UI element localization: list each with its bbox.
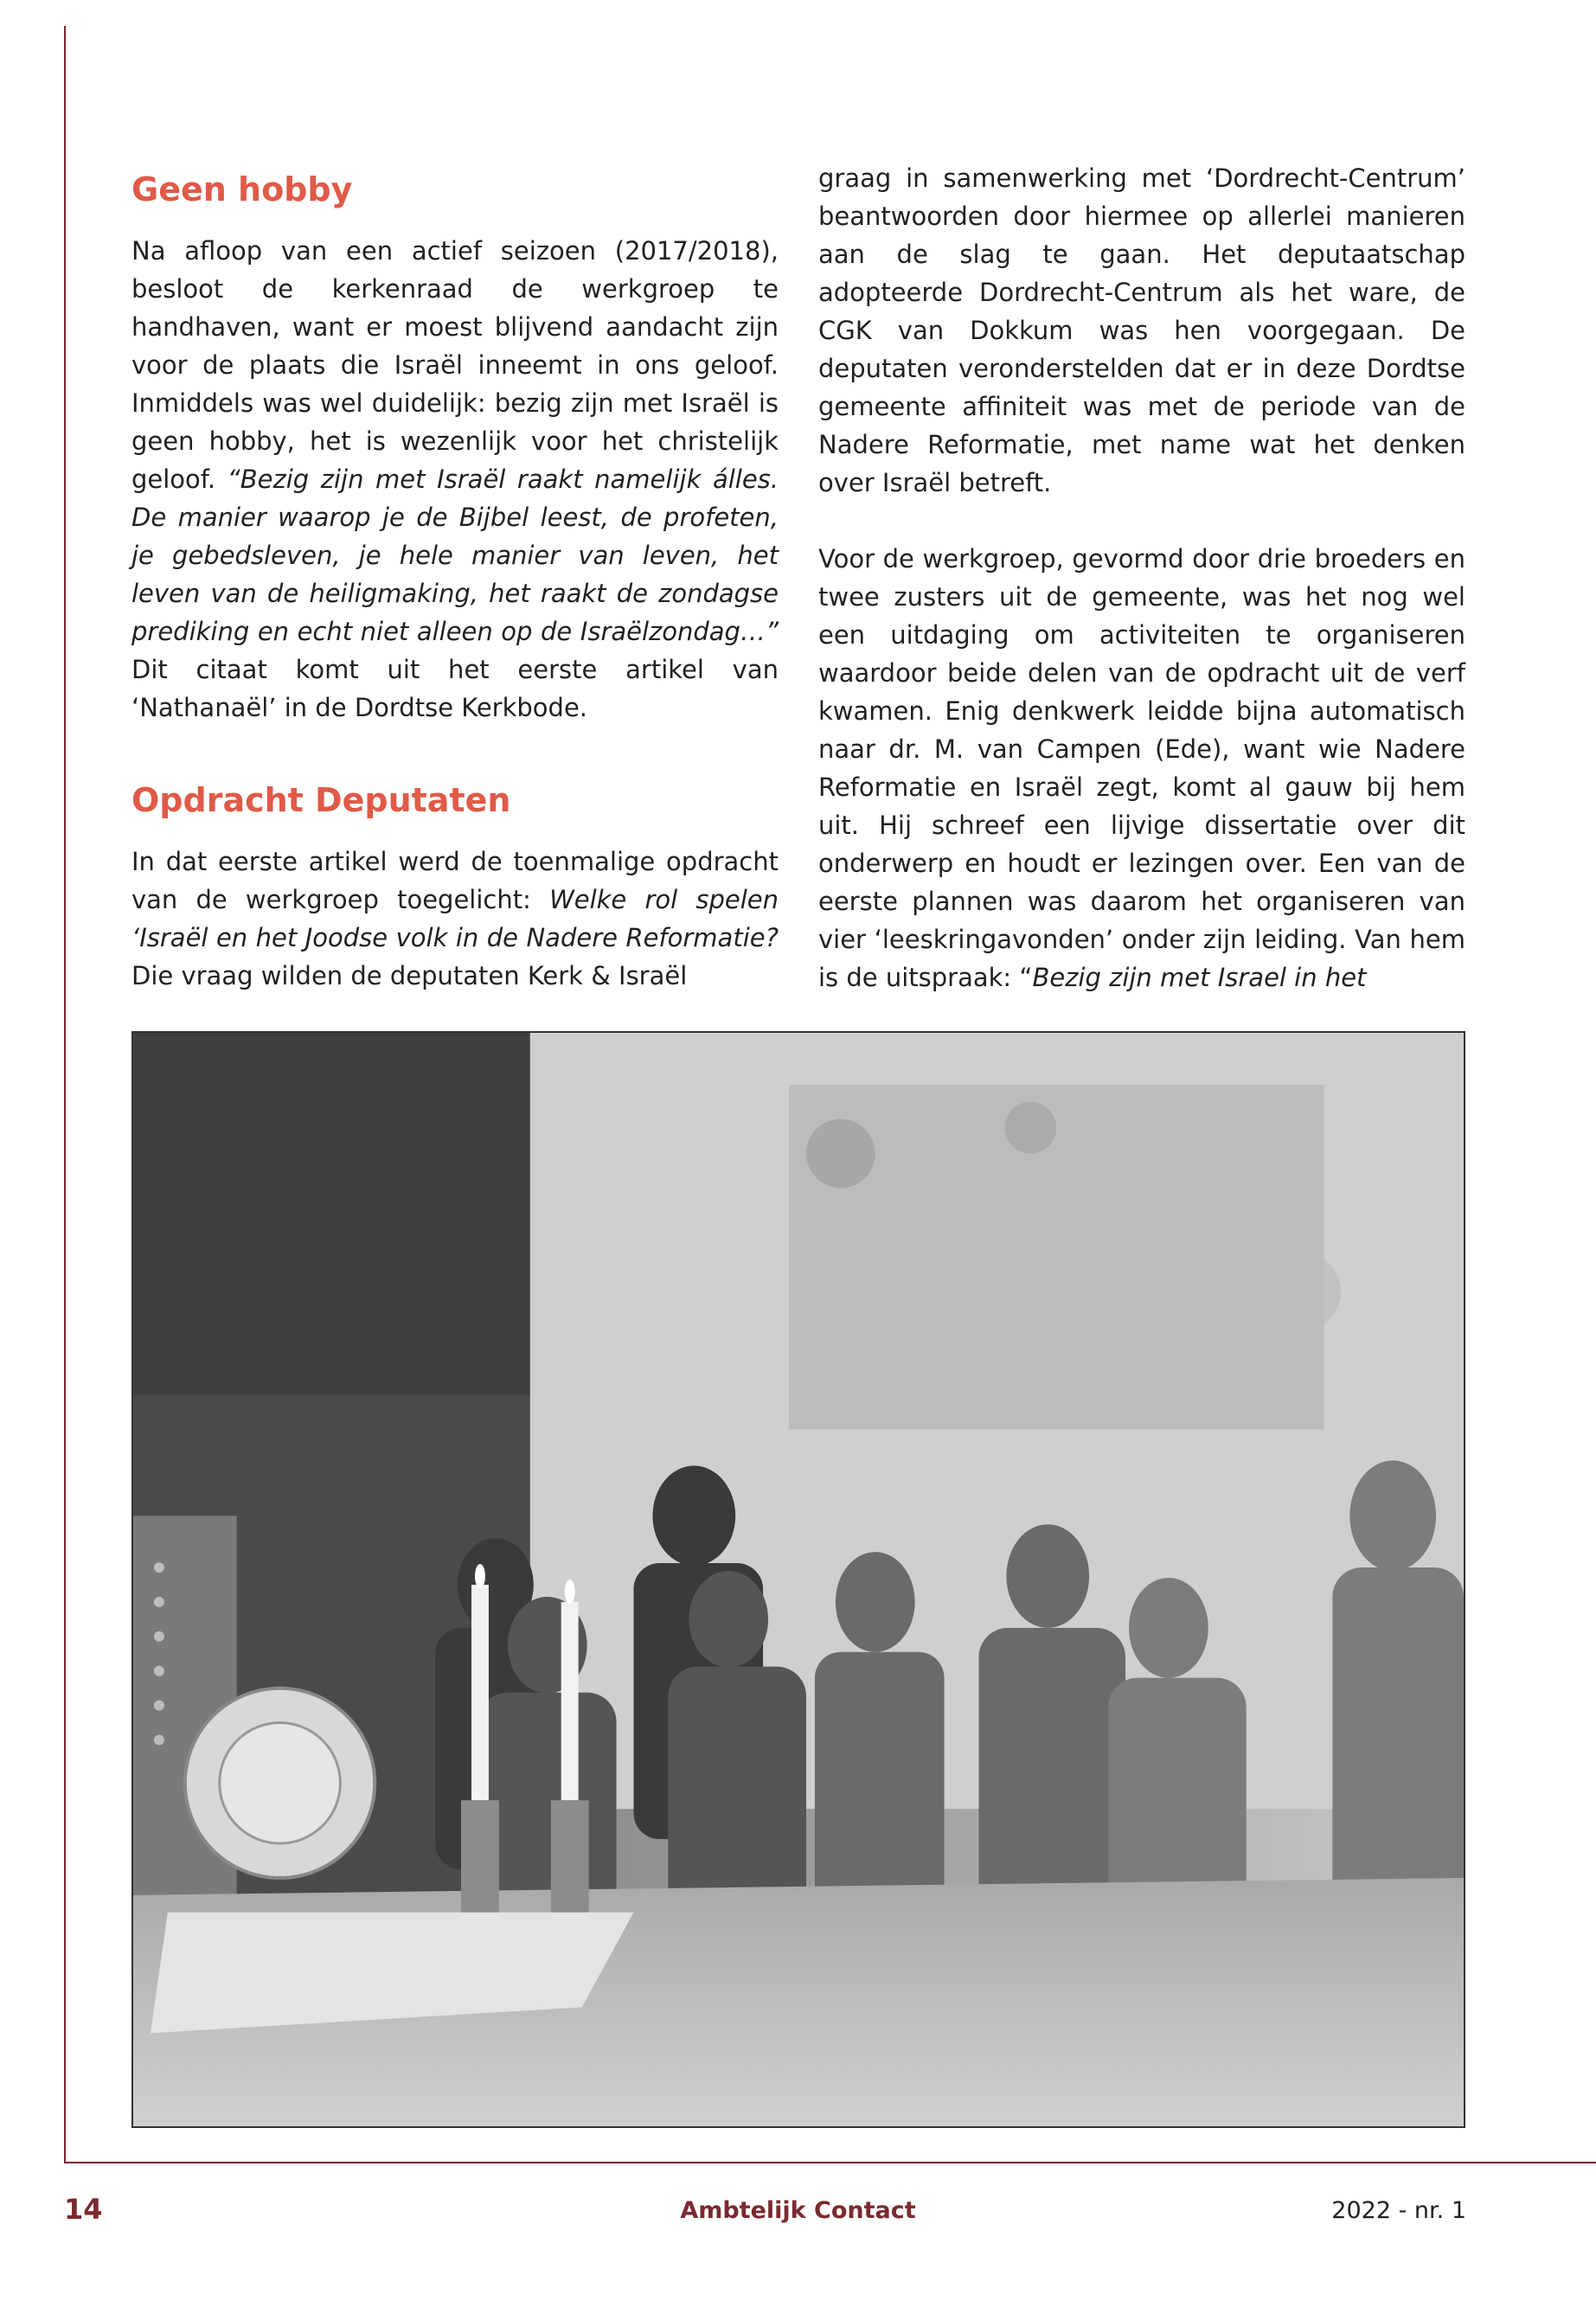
- left-column: [131, 170, 779, 995]
- paragraph-geen-hobby: [131, 232, 779, 727]
- paragraph-werkgroep: [818, 540, 1465, 997]
- paragraph-text: Voor de werkgroep, gevormd door drie broeders en twee zusters uit de gemeente, was het nog wel een uitdaging om activiteiten te organiseren waardoor beide delen van de opdracht uit de verf kwamen. Enig denkwerk leidde bijna automatisch naar dr. M. van Campen (Ede), want wie Nadere Reformatie en Israël zegt, komt al gauw bij hem uit. Hij schreef een lijvige dissertatie over dit onderwerp en houdt er lezingen over. Een van de eerste plannen was daarom het organiseren van vier ‘leeskringavonden’ onder zijn leiding. Van hem is de uitspraak: “: [818, 544, 1465, 992]
- paragraph-text: Die vraag wilden de deputaten Kerk & Israël: [131, 961, 688, 990]
- paragraph-text: In dat eerste artikel werd de toenmalige opdracht van de werkgroep toegelicht:: [131, 847, 779, 914]
- quote-text: “Bezig zijn met Israël raakt namelijk álles. De manier waarop je de Bijbel leest, de profeten, je gebedsleven, je hele manier van leven, het leven van de heiligmaking, het raakt de zondagse prediking en echt niet alleen op de Israëlzondag…”: [131, 465, 779, 646]
- paragraph-opdracht: [131, 843, 779, 995]
- heading-geen-hobby: Geen hobby: [131, 170, 353, 208]
- footer-rule: [64, 2162, 1596, 2163]
- heading-opdracht-deputaten: Opdracht Deputaten: [131, 781, 511, 819]
- issue-label: 2022 - nr. 1: [1331, 2197, 1466, 2224]
- photo-illustration: [133, 1033, 1464, 2126]
- left-margin-rule: [64, 26, 66, 2163]
- magazine-title: Ambtelijk Contact: [680, 2197, 916, 2224]
- paragraph-text: Na afloop van een actief seizoen (2017/2018), besloot de kerkenraad de werkgroep te handhaven, want er moest blijvend aandacht zijn voor de plaats die Israël inneemt in ons geloof. Inmiddels was wel duidelijk: bezig zijn met Israël is geen hobby, het is wezenlijk voor het christelijk geloof.: [131, 236, 779, 494]
- right-column: [818, 159, 1465, 997]
- quote-text: Bezig zijn met Israel in het: [1032, 963, 1367, 992]
- paragraph-samenwerking: graag in samenwerking met ‘Dordrecht-Centrum’ beantwoorden door hiermee op allerlei manieren aan de slag te gaan. Het deputaatschap adopteerde Dordrecht-Centrum als het ware, de CGK van Dokkum was hen voorgegaan. De deputaten veronderstelden dat er in deze Dordtse gemeente affiniteit was met de periode van de Nadere Reformatie, met name wat het denken over Israël betreft.: [818, 163, 1465, 497]
- quote-source-text: Dit citaat komt uit het eerste artikel van ‘Nathanaël’ in de Dordtse Kerkbode.: [131, 655, 779, 722]
- question-text: Welke rol spelen ‘Israël en het Joodse volk in de Nadere Reformatie?: [131, 885, 779, 952]
- photo-children-seder: [131, 1031, 1465, 2128]
- page-number: 14: [64, 2193, 103, 2226]
